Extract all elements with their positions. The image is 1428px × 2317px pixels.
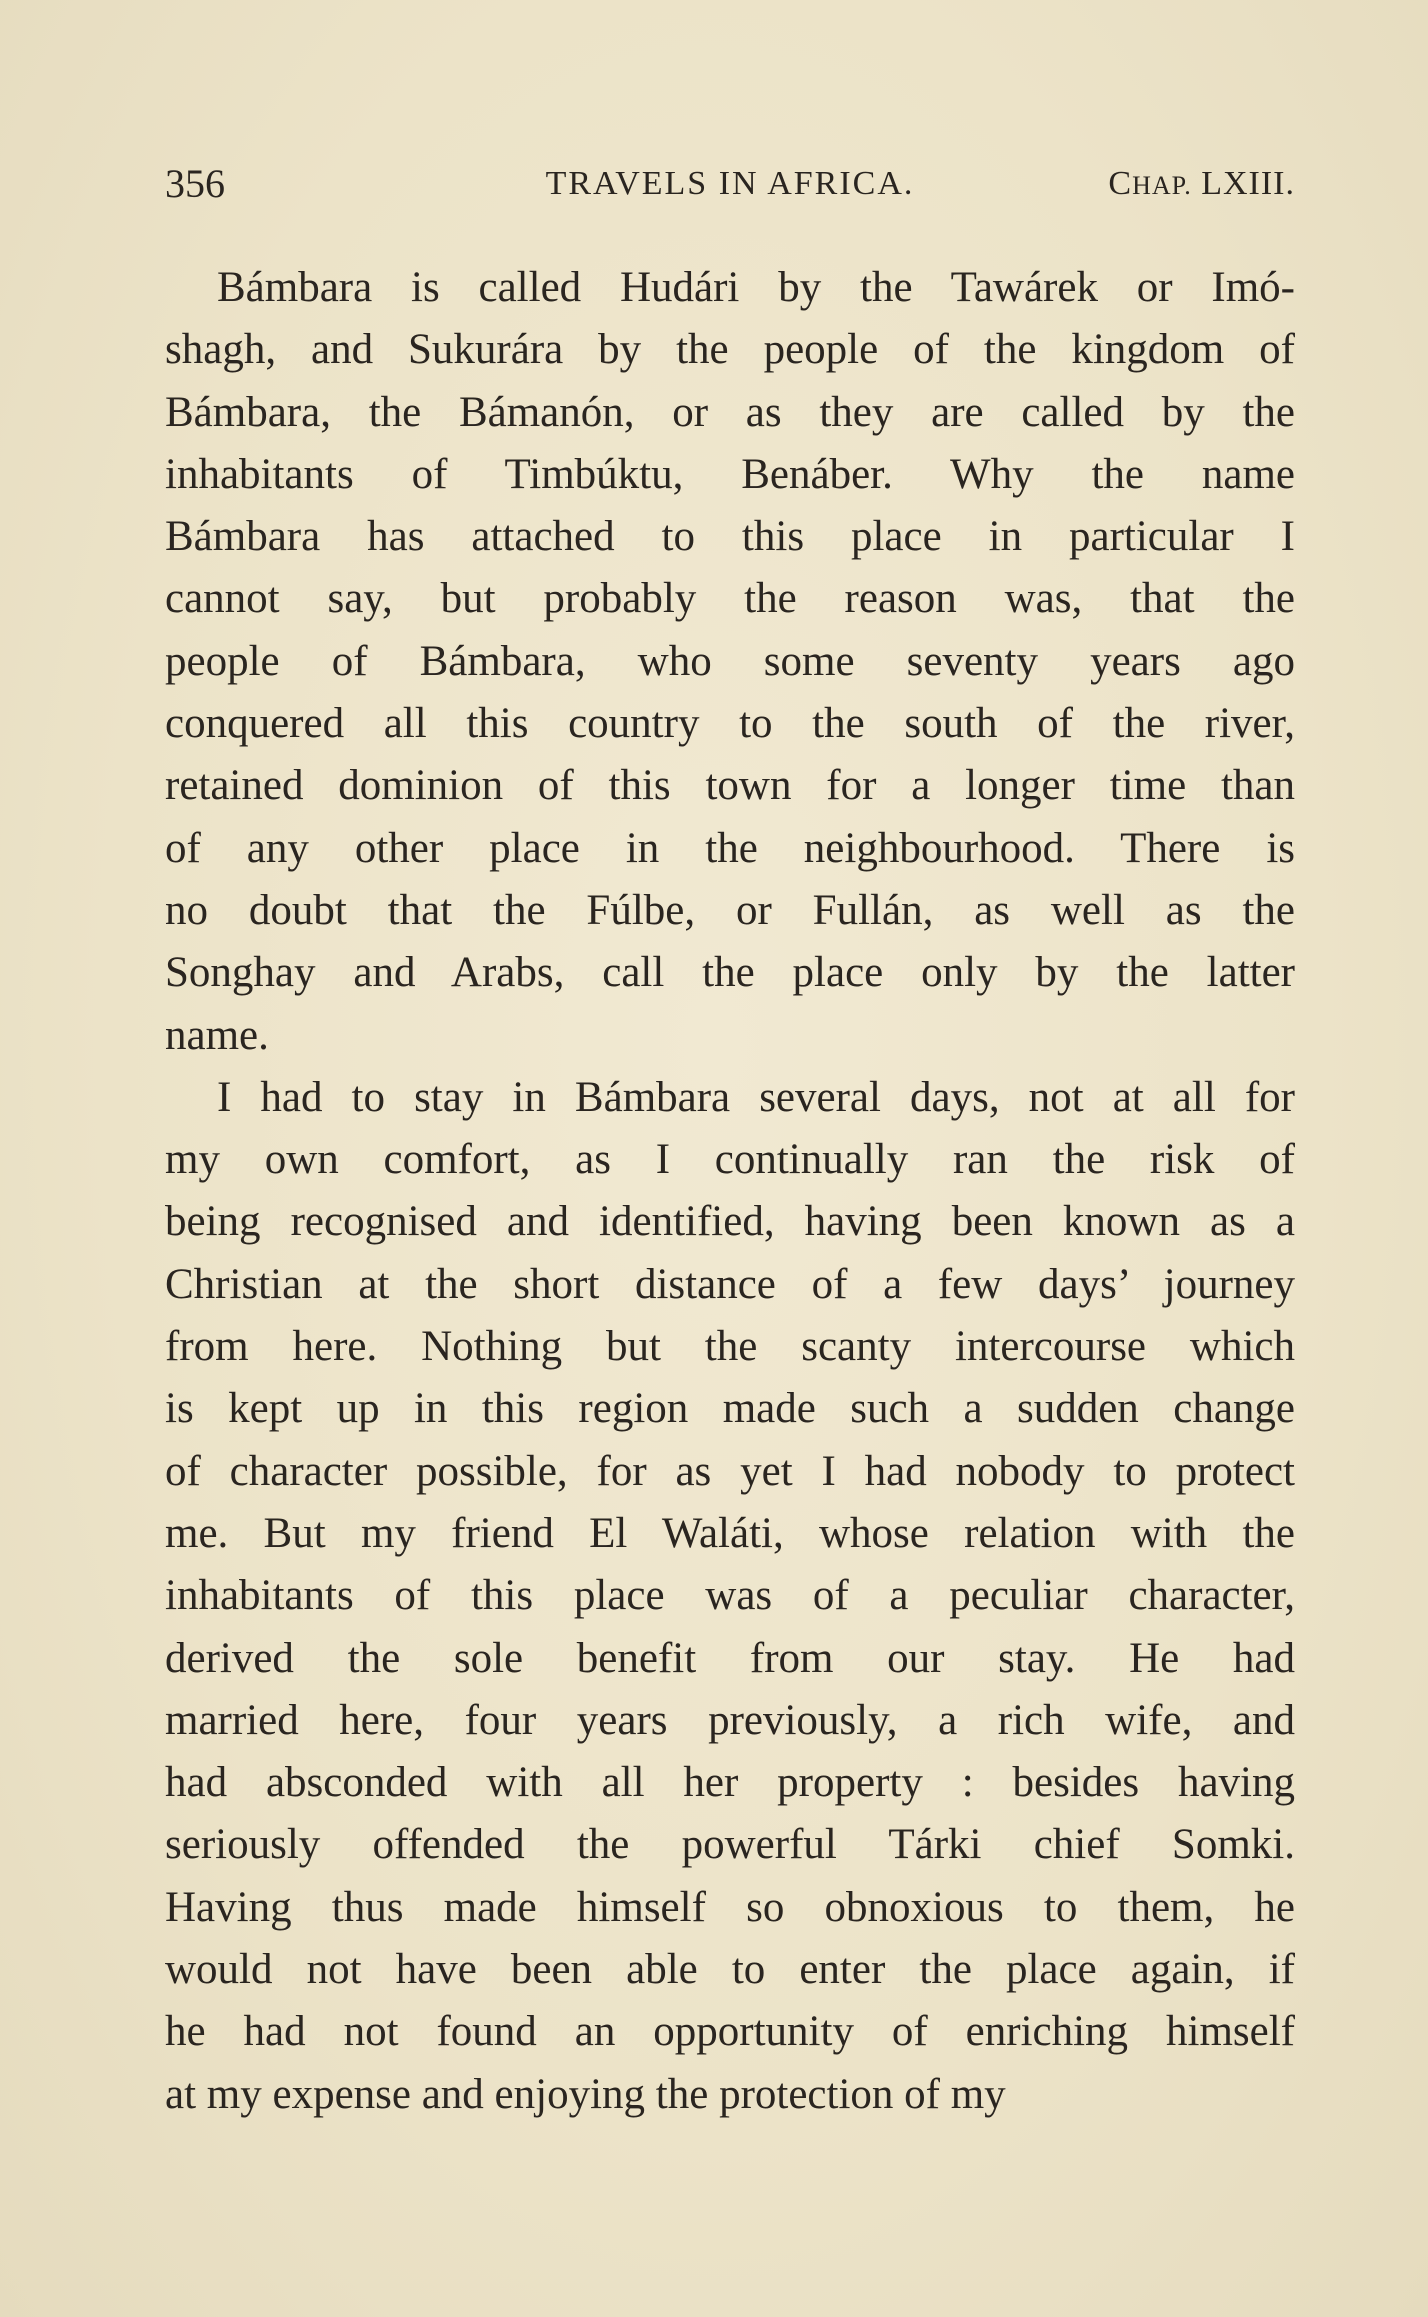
text-line: derived the sole benefit from our stay. He had	[165, 1634, 1295, 1682]
text-line: retained dominion of this town for a longer time than	[165, 762, 1295, 810]
text-line: being recognised and identified, having been known as a	[165, 1198, 1295, 1246]
text-line: shagh, and Sukurára by the people of the kingdom of	[165, 326, 1295, 374]
text-line: my own comfort, as I continually ran the risk of	[165, 1136, 1295, 1184]
text-line: inhabitants of this place was of a peculiar character,	[165, 1572, 1295, 1620]
text-line: would not have been able to enter the place again, if	[165, 1946, 1295, 1994]
text-line: married here, four years previously, a rich wife, and	[165, 1696, 1295, 1744]
text-line: conquered all this country to the south of the river,	[165, 700, 1295, 748]
chapter-prefix: C	[1108, 165, 1133, 202]
chapter-number: LXIII.	[1191, 165, 1295, 202]
text-line: name.	[165, 1011, 269, 1059]
page-number: 356	[165, 161, 225, 206]
text-line: cannot say, but probably the reason was, that the	[165, 575, 1295, 623]
paragraph	[165, 1067, 1295, 2126]
paragraph	[165, 257, 1295, 1067]
text-line: Bámbara, the Bámanón, or as they are called by the	[165, 388, 1295, 436]
chapter-prefix-small: HAP.	[1132, 171, 1192, 200]
text-line: people of Bámbara, who some seventy years ago	[165, 637, 1295, 685]
running-head	[165, 160, 1295, 208]
text-line: Having thus made himself so obnoxious to them, he	[165, 1883, 1295, 1931]
text-line: is kept up in this region made such a sudden change	[165, 1385, 1295, 1433]
text-line: from here. Nothing but the scanty intercourse which	[165, 1323, 1295, 1371]
text-line: of character possible, for as yet I had nobody to protect	[165, 1447, 1295, 1495]
text-line: Christian at the short distance of a few days’ journey	[165, 1260, 1295, 1308]
text-line: of any other place in the neighbourhood. There is	[165, 824, 1295, 872]
chapter-heading	[1108, 160, 1295, 210]
text-line: Songhay and Arabs, call the place only by the latter	[165, 949, 1295, 997]
text-line: Bámbara is called Hudári by the Tawárek or Imó-	[217, 264, 1295, 311]
text-line: he had not found an opportunity of enriching himself	[165, 2008, 1295, 2056]
text-line: had absconded with all her property : besides having	[165, 1759, 1295, 1807]
text-line: Bámbara has attached to this place in particular I	[165, 513, 1295, 561]
text-line: I had to stay in Bámbara several days, not at all for	[217, 1073, 1295, 1121]
text-line: at my expense and enjoying the protection of my	[165, 2070, 1006, 2118]
text-line: no doubt that the Fúlbe, or Fullán, as well as the	[165, 886, 1295, 934]
text-line: me. But my friend El Waláti, whose relation with the	[165, 1509, 1295, 1557]
text-line: inhabitants of Timbúktu, Benáber. Why the name	[165, 450, 1295, 498]
running-title: TRAVELS IN AFRICA.	[545, 165, 915, 202]
body-text	[165, 257, 1295, 2126]
text-line: seriously offended the powerful Tárki chief Somki.	[165, 1821, 1295, 1869]
